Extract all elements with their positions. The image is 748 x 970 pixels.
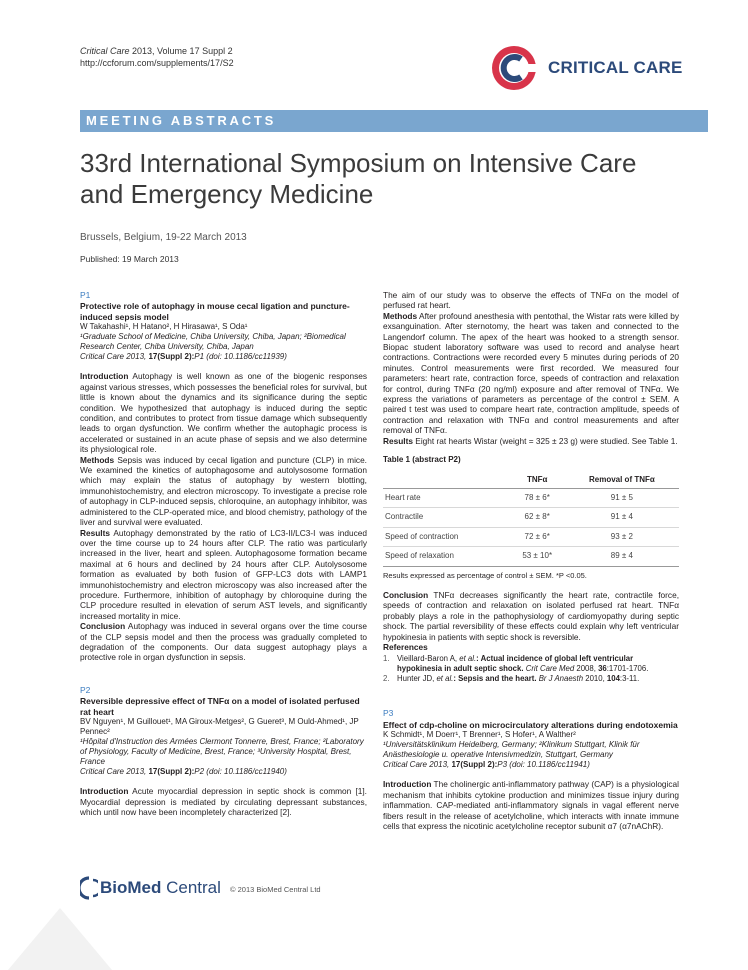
table-header-cell: Removal of TNFα <box>565 472 679 489</box>
table-cell: Speed of contraction <box>383 527 510 546</box>
table-cell: 93 ± 2 <box>565 527 679 546</box>
journal-detail: 2013, Volume 17 Suppl 2 <box>129 46 233 56</box>
copyright-notice: © 2013 BioMed Central Ltd <box>230 885 321 894</box>
abstract-number: P3 <box>383 708 394 719</box>
results-table <box>383 472 679 567</box>
abstract-number: P2 <box>80 684 91 695</box>
abstract-title: Protective role of autophagy in mouse cecal ligation and puncture-induced sepsis model <box>80 301 350 322</box>
abstract-authors: K Schmidt¹, M Doerr¹, T Brenner¹, S Hofer¹, A Walther² <box>383 730 576 740</box>
page-corner-watermark <box>0 900 120 970</box>
table-cell: Speed of relaxation <box>383 547 510 566</box>
section-heading: Introduction <box>80 786 129 797</box>
logo-text: CRITICAL CARE <box>548 58 683 77</box>
left-column <box>80 290 367 817</box>
reference-number: 2. <box>383 674 390 684</box>
table-row <box>383 488 679 507</box>
section-text: Autophagy demonstrated by the ratio of LC3-II/LC3-I was induced over the time course up to 24 hours after CLP. The ratio was particularly increased in the liver, heart and spleen. Autophagosome formation became maximal at 6 hours and declined by 24 hours after CLP. Autolysosome formation as evaluated by both fusion of GFP-LC3 dots with LAMP1 immunohistochemistry and electron microscopy was also increased after the procedure. Furthermore, inhibition of autophagy by chloroquine during the CLP procedure resulted in elevation of serum AST levels, and significantly increased mortality in mice. <box>80 527 367 621</box>
critical-care-logo <box>488 44 688 92</box>
citation-doi[interactable]: P2 (doi: 10.1186/cc11940) <box>194 767 287 777</box>
meeting-location: Brussels, Belgium, 19-22 March 2013 <box>80 232 247 243</box>
citation-journal: Critical Care 2013, <box>80 352 149 362</box>
abstract-citation <box>383 760 679 770</box>
reference-item <box>383 654 679 674</box>
section-heading: Methods <box>80 454 115 465</box>
abstract-authors: W Takahashi¹, H Hatano², H Hirasawa¹, S Oda¹ <box>80 322 248 332</box>
abstract-paragraph <box>80 371 367 454</box>
abstract-paragraph: The aim of our study was to observe the effects of TNFα on the model of perfused rat heart. <box>383 290 679 311</box>
section-text: TNFα decreases significantly the heart rate, contractile force, speeds of contraction and relaxation on isolated perfused rat heart. TNFα probably plays a role in the pathophysiology of cardiomyopathy during septic shock. The partial reversibility of these effects could explain why left ventricular hypokinesia in patients with septic shock is reversible. <box>383 589 679 642</box>
abstract-paragraph <box>80 455 367 528</box>
section-banner <box>80 110 708 132</box>
abstract-authors: BV Nguyen¹, M Guillouet¹, MA Giroux-Metges², G Gueret³, M Ould-Ahmed¹, JP Pennec² <box>80 717 359 737</box>
critical-care-logo-icon <box>488 44 540 92</box>
abstract-paragraph <box>383 590 679 642</box>
table-cell: 89 ± 4 <box>565 547 679 566</box>
table-header-cell <box>383 472 510 489</box>
table-cell: 72 ± 6* <box>510 527 565 546</box>
section-text: Eight rat hearts Wistar (weight = 325 ± 23 g) were studied. See Table 1. <box>412 435 678 446</box>
section-text: After profound anesthesia with pentothal, the Wistar rats were killed by exsanguination. After sternotomy, the heart was taken and connected to the Langendorf column. The apex of the heart was hooked to a strength sensor. Biopac student laboratory software was used to record and analyse heart contractions. Contractions were recorded every 5 minutes during periods of 20 minutes. Control measurements were first recorded. We measured four parameters: heart rate, contraction force, speeds of contraction and relaxation for control, during TNFα (20 ng/ml) exposure and after removal of TNFα. We express the variations of parameters as percentage of the control ± SEM. A paired t test was used to compare heart rate, contraction amplitude, speeds of contraction and relaxation with TNFα and control measurements and after removal of TNFα. <box>383 310 679 436</box>
abstract-paragraph <box>80 621 367 663</box>
citation-volume: 17(Suppl 2): <box>148 767 195 777</box>
table-cell: 91 ± 4 <box>565 508 679 527</box>
reference-list <box>383 654 679 684</box>
table-cell: 62 ± 8* <box>510 508 565 527</box>
reference-number: 1. <box>383 654 390 664</box>
abstract-paragraph <box>383 436 679 446</box>
reference-item <box>383 674 679 684</box>
abstract-affiliations: ¹Universitätsklinikum Heidelberg, Germany; ²Klinikum Stuttgart, Klinik für Anästhesiologie u. operative Intensivmedizin, Stuttgart, Germany <box>383 740 640 760</box>
table-cell: Contractile <box>383 508 510 527</box>
abstract-paragraph <box>383 779 679 831</box>
abstract-affiliations: ¹Graduate School of Medicine, Chiba University, Chiba, Japan; ²Biomedical Research Center, Chiba University, Chiba, Japan <box>80 332 346 352</box>
table-header-cell: TNFα <box>510 472 565 489</box>
table-header-row <box>383 472 679 489</box>
page-title: 33rd International Symposium on Intensive Care and Emergency Medicine <box>80 148 637 209</box>
biomed-central-logo-icon <box>80 876 98 900</box>
abstract-paragraph <box>80 528 367 622</box>
journal-header <box>80 45 234 69</box>
journal-name: Critical Care <box>80 46 130 56</box>
citation-volume: 17(Suppl 2): <box>148 352 195 362</box>
abstract-citation <box>80 767 367 777</box>
citation-volume: 17(Suppl 2): <box>451 760 498 770</box>
right-column <box>383 290 679 831</box>
table-footnote: Results expressed as percentage of control ± SEM. *P <0.05. <box>383 570 587 580</box>
abstract-title: Reversible depressive effect of TNFα on a model of isolated perfused rat heart <box>80 696 360 717</box>
citation-journal: Critical Care 2013, <box>383 760 452 770</box>
citation-journal: Critical Care 2013, <box>80 767 149 777</box>
abstract-affiliations: ¹Hôpital d'Instruction des Armées Clermont Tonnerre, Brest, France; ²Laboratory of Physiology, Faculty of Medicine, Brest, France; ³University Hospital, Brest, France <box>80 737 364 767</box>
section-text: Autophagy is well known as one of the biogenic responses against various stresses, which possesses the beneficial roles for survival, but little is known about the dynamics and its significance during the septic condition. We hypothesized that autophagy is induced during the septic condition, and contributes to protect from tissue damage which subsequently leads to organ dysfunction. We confirm whether the autophagic process is accelerated or sustained in an acute phase of sepsis and we also determine its physiological role. <box>80 371 367 455</box>
banner-label: MEETING ABSTRACTS <box>86 113 277 128</box>
table-title: Table 1 (abstract P2) <box>383 455 461 465</box>
table-cell: 78 ± 6* <box>510 488 565 507</box>
section-heading: Methods <box>383 310 418 321</box>
abstract-paragraph <box>383 311 679 436</box>
table-cell: Heart rate <box>383 488 510 507</box>
section-text: Acute myocardial depression in septic shock is common [1]. Myocardial depression is mediated by circulating depressant substances, which until now have been incompletely characterized [2]. <box>80 786 367 817</box>
journal-url[interactable]: http://ccforum.com/supplements/17/S2 <box>80 58 234 68</box>
published-date: Published: 19 March 2013 <box>80 254 179 264</box>
table-cell: 53 ± 10* <box>510 547 565 566</box>
biomed-central-footer <box>80 876 380 900</box>
references-heading: References <box>383 641 428 652</box>
citation-doi[interactable]: P3 (doi: 10.1186/cc11941) <box>497 760 590 770</box>
section-text: The cholinergic anti-inflammatory pathway (CAP) is a physiological mechanism that inhibits cytokine production and minimizes tissue injury during inflammation. CAP-mediated anti-inflammatory signals in vagal efferent nerve fibers result in the release of acetylcholine, which interacts with innate immune cells that express the nicotinic acetylcholine receptor subunit α7 (α7nAChR). <box>383 779 679 831</box>
section-text: Sepsis was induced by cecal ligation and puncture (CLP) in mice. We examined the kinetics of autophagosome and autolysosome formation which may explain the status of autophagy by western blotting, immunohistochemistry, and electron microscopy. To investigate a precise role of autophagy in CLP-induced sepsis, chloroquine, an autophagy inhibitor, was administered to the CLP-operated mice, and blood chemistry, pathology of the liver and survival were evaluated. <box>80 454 367 528</box>
abstract-citation <box>80 352 367 362</box>
section-heading: Conclusion <box>383 589 429 600</box>
section-text: Autophagy was induced in several organs over the time course of the CLP sepsis model and then the process was gradually completed to degradation of the components. Our data suggest autophagy plays a protective role in organ dysfunction in sepsis. <box>80 621 367 663</box>
section-heading: Introduction <box>80 371 129 382</box>
abstract-title: Effect of cdp-choline on microcirculatory alterations during endotoxemia <box>383 719 678 730</box>
table-cell: 91 ± 5 <box>565 488 679 507</box>
reference-text: Hunter JD, et al.: Sepsis and the heart. Br J Anaesth 2010, 104:3-11. <box>397 674 640 684</box>
biomed-central-logo-text: BioMed Central <box>100 878 221 897</box>
section-heading: Results <box>80 527 110 538</box>
section-heading: Results <box>383 435 413 446</box>
table-row <box>383 527 679 546</box>
abstract-paragraph <box>80 786 367 817</box>
table-row <box>383 508 679 527</box>
section-heading: Introduction <box>383 779 432 790</box>
section-heading: Conclusion <box>80 621 126 632</box>
abstract-number: P1 <box>80 290 91 300</box>
citation-doi[interactable]: P1 (doi: 10.1186/cc11939) <box>194 352 287 362</box>
reference-text: Vieillard-Baron A, et al.: Actual incidence of global left ventricular hypokinesia in adult septic shock. Crit Care Med 2008, 36:1701-1706. <box>397 654 649 674</box>
table-row <box>383 547 679 566</box>
